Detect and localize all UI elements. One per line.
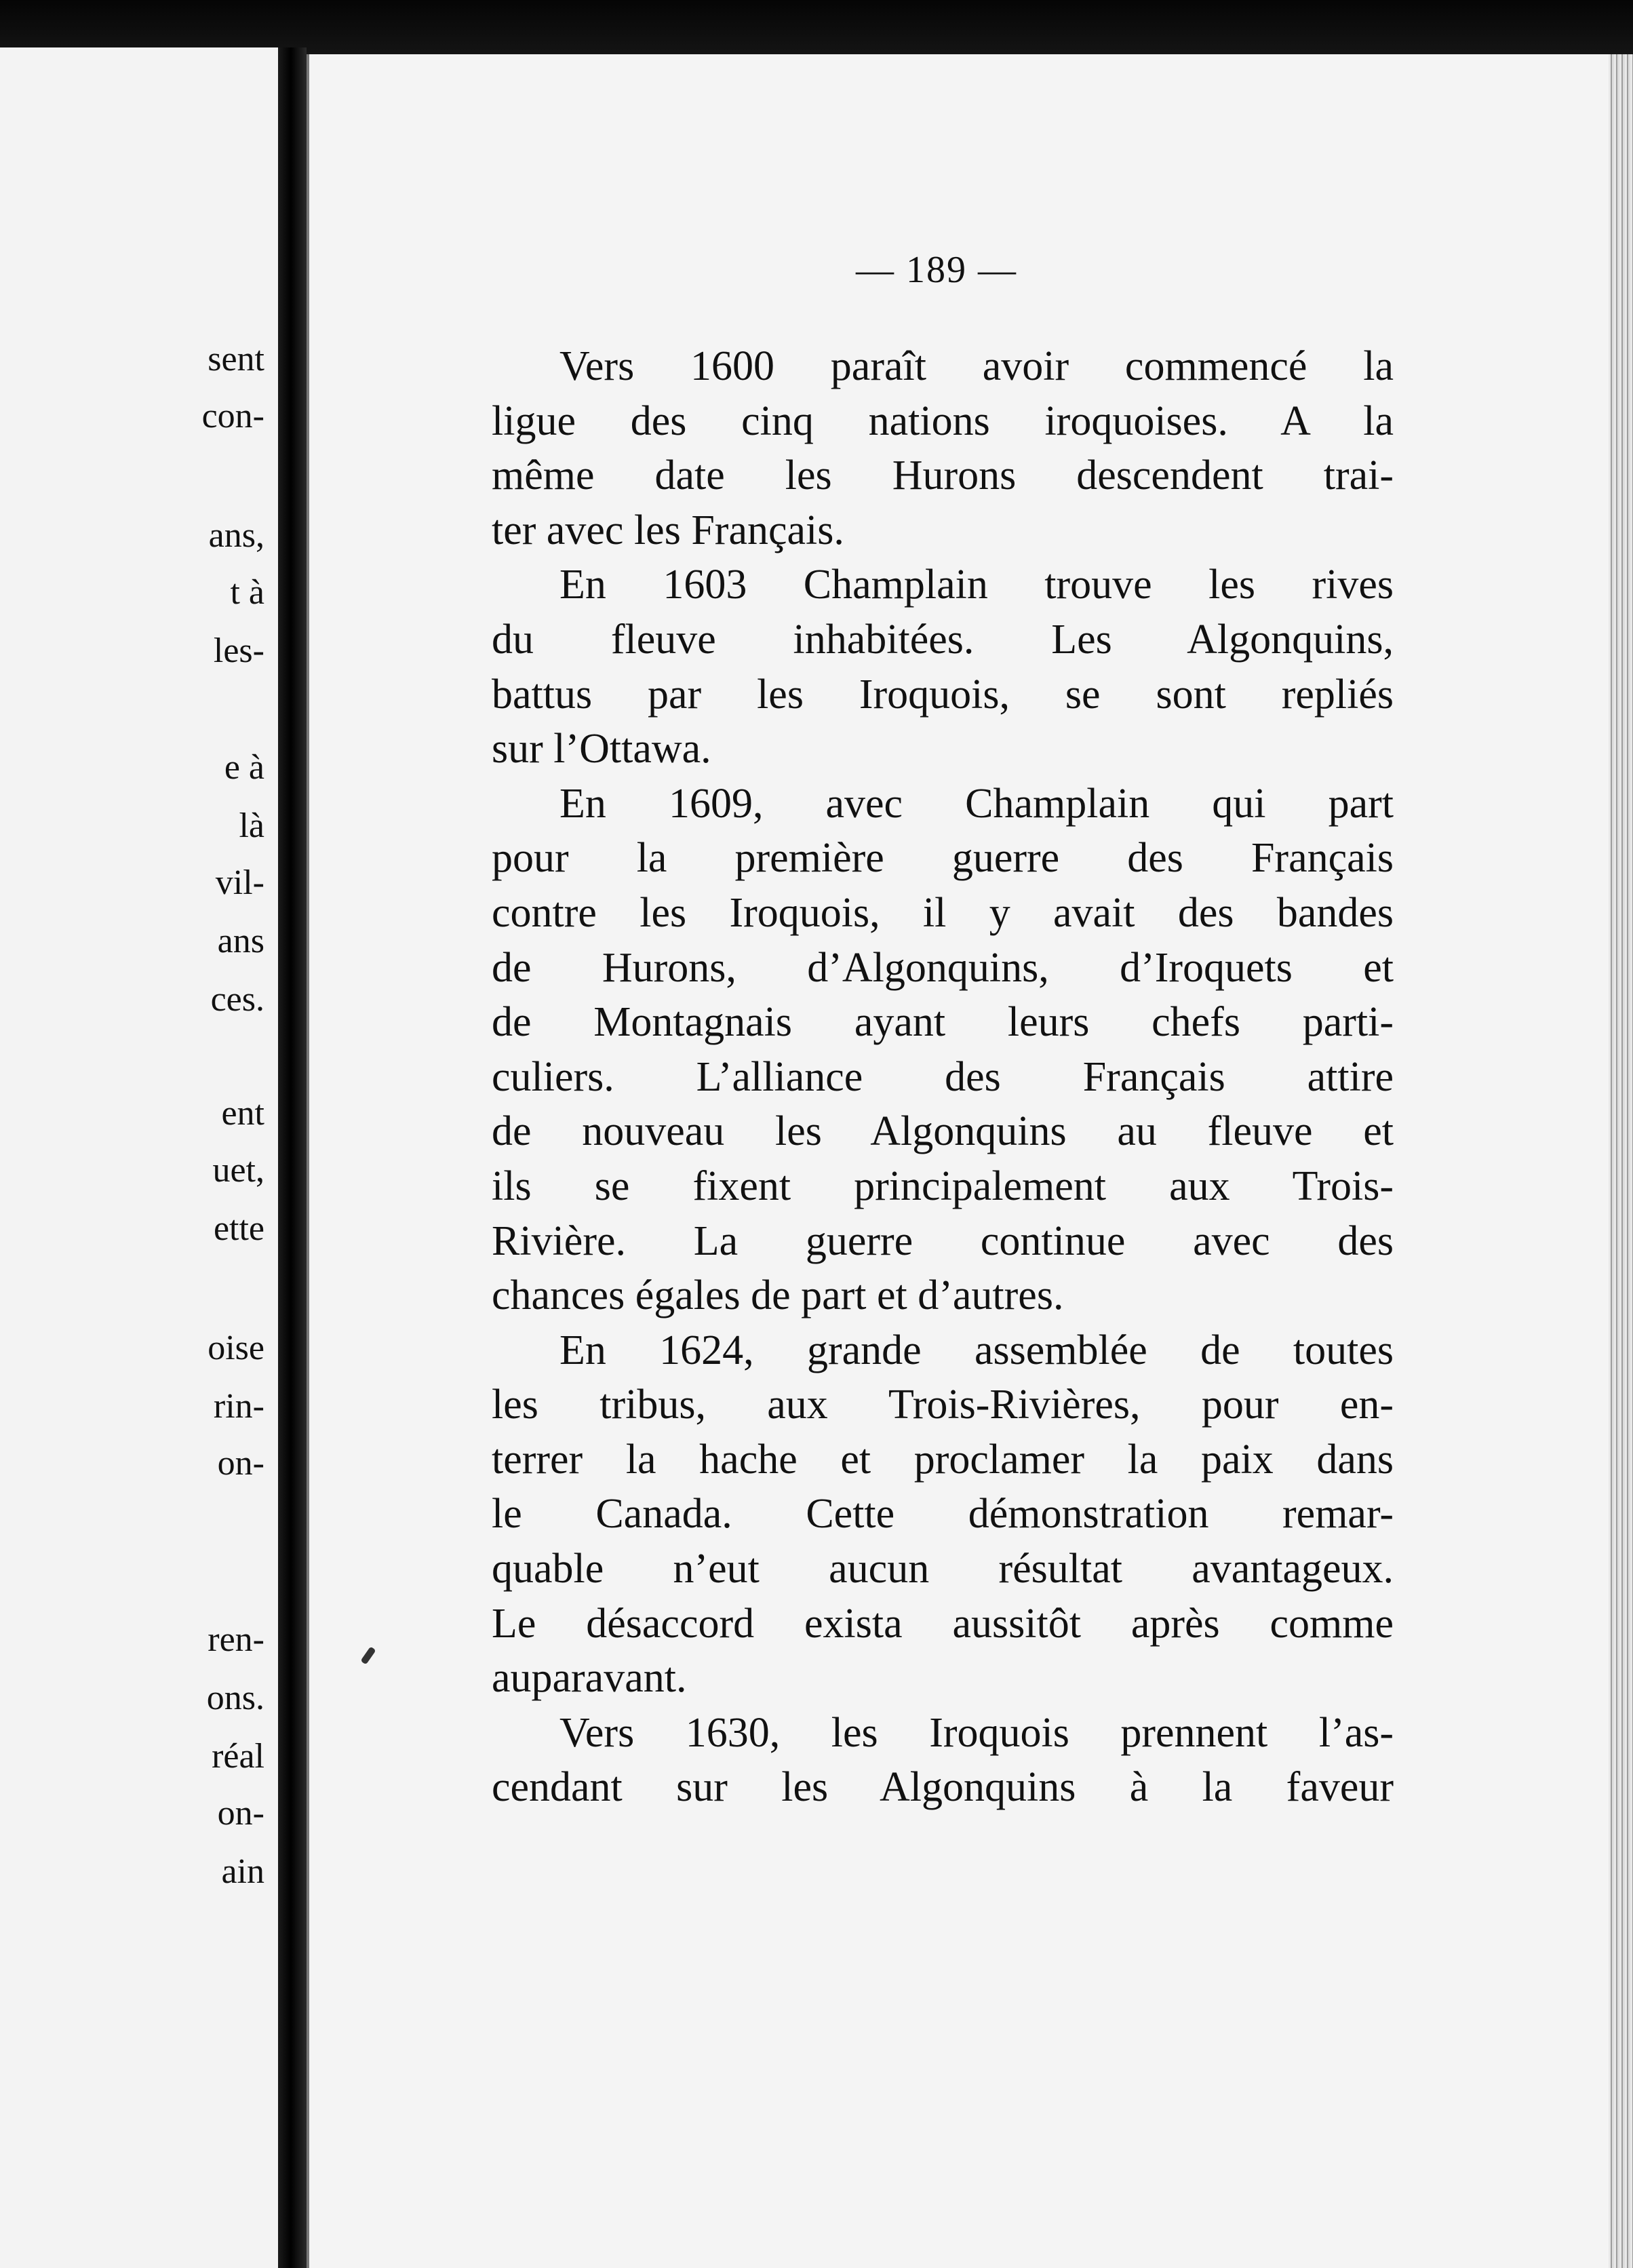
text-line: ils se fixent principalement aux Trois- [492,1162,1394,1209]
text-line: culiers. L’alliance des Français attire [492,1053,1394,1100]
left-margin-fragment: ain [221,1852,264,1891]
left-margin-fragment: on- [217,1444,264,1483]
text-line: Rivière. La guerre continue avec des [492,1217,1394,1264]
text-line: de Montagnais ayant leurs chefs parti- [492,999,1394,1046]
text-line: chances égales de part et d’autres. [492,1272,1064,1319]
text-line: cendant sur les Algonquins à la faveur [492,1764,1394,1811]
text-line: sur l’Ottawa. [492,726,711,773]
text-line: les tribus, aux Trois-Rivières, pour en- [492,1382,1394,1428]
text-line: Le désaccord exista aussitôt après comme [492,1600,1394,1647]
text-line: ter avec les Français. [492,507,844,553]
text-line: même date les Hurons descendent trai- [492,452,1394,499]
left-margin-fragment: là [239,806,264,845]
text-line: ligue des cinq nations iroquoises. A la [492,397,1394,444]
text-line: Vers 1630, les Iroquois prennent l’as- [559,1709,1394,1756]
text-line: de nouveau les Algonquins au fleuve et [492,1108,1394,1155]
left-margin-fragment: oise [208,1329,264,1367]
left-margin-fragment: vil- [215,863,264,902]
left-margin-fragment: on- [217,1794,264,1833]
text-line: pour la première guerre des Français [492,835,1394,882]
left-margin-fragment: réal [212,1737,264,1776]
text-line: En 1609, avec Champlain qui part [559,780,1394,827]
left-margin-fragment: ces. [210,980,264,1019]
body-text [492,339,1394,1815]
left-margin-fragment: con- [201,397,264,435]
left-margin-fragment: ren- [208,1620,264,1659]
text-line: terrer la hache et proclamer la paix dans [492,1436,1394,1483]
left-margin-fragment: ent [221,1094,264,1133]
left-margin-fragment: t à [230,573,264,612]
left-margin-fragment: ons. [206,1679,264,1717]
text-line: battus par les Iroquois, se sont repliés [492,671,1394,718]
page-number: — 189 — [856,249,1017,291]
left-margin-fragment: rin- [213,1387,264,1426]
text-line: En 1624, grande assemblée de toutes [559,1327,1394,1373]
text-line: quable n’eut aucun résultat avantageux. [492,1546,1394,1592]
left-margin-fragment: ans [217,922,264,960]
text-line: Vers 1600 paraît avoir commencé la [559,343,1394,389]
text-line: En 1603 Champlain trouve les rives [559,562,1394,608]
text-line: contre les Iroquois, il y avait des bandes [492,889,1394,936]
page-edge [1609,54,1633,2268]
left-margin-fragment: e à [224,748,264,787]
book-gutter [278,47,307,2268]
text-line: de Hurons, d’Algonquins, d’Iroquets et [492,944,1394,991]
left-margin-fragment: ans, [208,516,264,555]
left-margin-fragment: ette [213,1209,264,1248]
left-margin-fragment: uet, [212,1151,264,1190]
left-margin-fragment: les- [213,631,264,670]
left-margin-fragment: sent [208,340,264,378]
left-page [0,47,278,2268]
text-line: auparavant. [492,1655,687,1702]
text-line: le Canada. Cette démonstration remar- [492,1491,1394,1538]
text-line: du fleuve inhabitées. Les Algonquins, [492,616,1394,663]
